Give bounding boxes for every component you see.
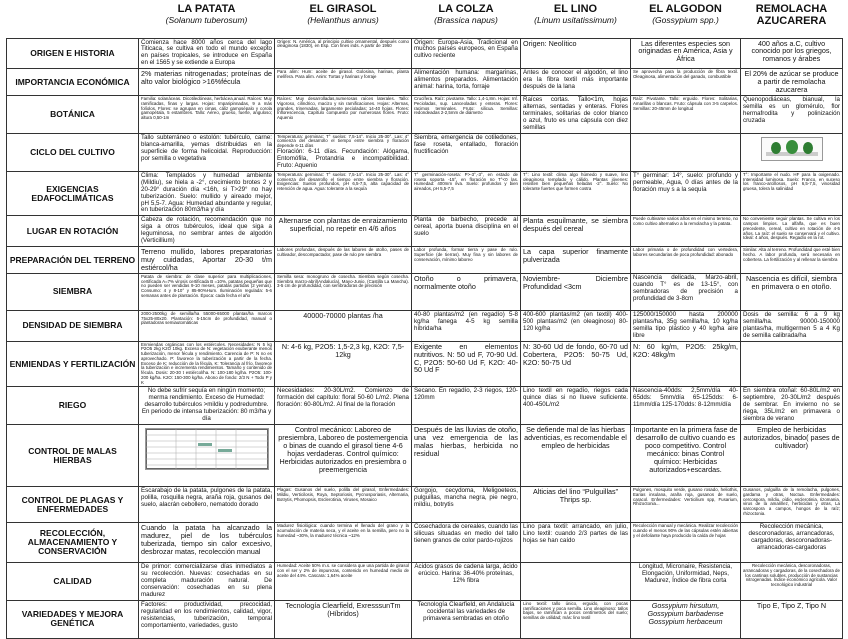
cell-riego-lino: Lino textil en regadío, riegos cada quince días si no llueve suficiente. 400-450L/m2: [521, 387, 631, 425]
row-label-malas-hierbas: CONTROL DE MALAS HIERBAS: [7, 425, 139, 487]
column-header-lino: EL LINO (Linum usitatissimum): [534, 4, 617, 25]
cell-importancia-algodon: Se aprovecha para la producción de fibra textil. Oleaginosa, alimentación del ganado, combustible: [631, 69, 741, 96]
cell-malas-remolacha: Empleo de herbicidas autorizados, binado( pases de cultivador): [741, 425, 843, 487]
cell-variedades-remolacha: Tipo E, Tipo Z, Tipo N: [741, 600, 843, 638]
cell-ciclo-colza: Siembra, emergencia de cotiledones, fase roseta, entallado, floración fructificación: [412, 133, 521, 171]
cell-siembra-remolacha: Nascencia es difícil, siembra en primavera o en otoño.: [741, 273, 843, 310]
cell-importancia-patata: 2% materias nitrogenadas; proteínas de alto valor biológico >16%fécula: [139, 69, 275, 96]
table-row: [7, 273, 843, 310]
column-header-colza: LA COLZA (Brassica napus): [434, 4, 498, 25]
column-header-girasol: EL GIRASOL (Helianthus annus): [307, 4, 379, 25]
cell-recoleccion-girasol: Madurez fisiológica: cuando termina el llenado del grano y la acumulación de materia seca, y el aceite en la semilla, pero no la humedad ~30%, la madurez técnica ~12%: [275, 523, 412, 563]
cell-plagas-colza: Gorgojo, cecydoma, Meligoeteos, pulguillas, mancha negra, pie negro, mildiu, botrytis: [412, 487, 521, 523]
cell-riego-colza: Secano. En regadío, 2-3 riegos, 120-120mm: [412, 387, 521, 425]
cell-origen-girasol: Origen: N. América, al principio cultivo ornamental, después como oleaginosa (1830), en Esp. Con fines inds. A partir de 1960: [275, 38, 412, 69]
row-label-importancia: IMPORTANCIA ECONÓMICA: [7, 69, 139, 96]
cell-recoleccion-remolacha: Recolección mecánica, descoronadoras, arrancadoras, cargadoras, descoronadoras-arrancadoras-cargadoras: [741, 523, 843, 563]
cell-siembra-algodon: Nascencia delicada, Marzo-abril, cuando T° es de 13-15°, con sembradoras de precisión a profundidad de 3-8cm: [631, 273, 741, 310]
cell-importancia-colza: Alimentación humana: margarinas, alimentos preparados. Alimentación animal: harina, torta, forraje: [412, 69, 521, 96]
cell-ciclo-algodon: [631, 133, 741, 171]
calendar-table: [145, 428, 269, 470]
cell-recoleccion-lino: Lino para textil: arrancado, en julio, Lino textil: cuando 2/3 partes de las hojas se han caído: [521, 523, 631, 563]
cell-plagas-patata: Escarabajo de la patata, pulgones de la patata, polilla, rosquilla negra, araña roja, gusanos del suelo, alacrán cebollero, nematodo dorado: [139, 487, 275, 523]
cell-preparacion-patata: Terreno mullido, labores preparatorias muy cuidadas, Aportar 20-30 t/m estiércol/ha: [139, 247, 275, 274]
cell-preparacion-remolacha: Similar. Alta al terreno. Profundidad que esté bien hecho. A labor profunda, será necesaria en cobertera. La fertilización y al rellenar la siembra: [741, 247, 843, 274]
column-header-remolacha: REMOLACHA AZUCARERA: [755, 4, 828, 27]
table-row: [7, 387, 843, 425]
cell-malas-colza: Después de las lluvias de otoño, una vez emergencia de las malas hierbas, herbicida no residual: [412, 425, 521, 487]
cell-botanica-algodon: Raíz: Pivotante. Tallo: erguido. Flores: Solitarias, Amarillas o blancas. Fruto: cápsula con 3-5 carpelos. Semillas: 20-45mm de longitud: [631, 96, 741, 134]
cell-enmiendas-lino: N: 30-60 Ud de fondo, 60-70 ud Cobertera, P2O5: 50-75 Ud, K2O: 50-75 Ud: [521, 341, 631, 387]
cell-exigencias-girasol: Temperatura: germinac: T° suelos: 7,5-14°. Inicio 25-30°. Las: 4° comienza del desarrollo el tiempo entre siembra y floración. Exigencias: Suelos profundos, pH 6,5-7,5, alta capacidad de retención de agua. Agua: tolerante a la sequía: [275, 171, 412, 216]
table-row: [7, 563, 843, 601]
cell-ciclo-remolacha: [741, 133, 843, 171]
row-label-botanica: BOTÁNICA: [7, 96, 139, 134]
cell-preparacion-algodon: Labor primaria o de profundidad con vertedera, labores secundarias de poca profundidad: abonado: [631, 247, 741, 274]
row-label-densidad: DENSIDAD DE SIEMBRA: [7, 310, 139, 341]
column-header-patata: LA PATATA (Solanum tuberosum): [165, 4, 248, 25]
cell-enmiendas-patata: Enmiendas orgánicas con los estiércoles. Necesidades: N 5 kg P2O5 2kg K2O 10kg. Exceso de N: vegetación exuberante menos tuberización, menor fécula y rendimiento. Carencia de P: N no es aprovechado. P: favorece la tuberización a partir de la fecha. Exceso de K: reducción de la fécula. K: Tolerancia al frío, favorece la tuberización e incrementa rendimientos. Tamaño y contenido de fécula. Dosis: 20-30 t estiércol/ha. N: 100-180 kg/ha. P2O5: 100-200 kg/ha. K2O: 150-300 kg/ha. Abono de fondo: 2/3 N + Todo P y K: [139, 341, 275, 387]
cell-densidad-colza: 40-80 plantas/m2 (en regadío) 5-8 kg/ha fanega 4-5 kg semilla híbrida/ha: [412, 310, 521, 341]
table-row: [7, 425, 843, 487]
table-row: [7, 133, 843, 171]
cell-exigencias-remolacha: T°: Importante el nudo. HF para la oxigenado. Intensidad luminosa. Suelo: Franco, en suceso los franco-arcillosos, pH 6,5-7,5, vinosidad gruesa, tolera la salinidad: [741, 171, 843, 216]
row-label-origen: ORIGEN E HISTORIA: [7, 38, 139, 69]
cell-importancia-girasol: Para alim: Hum: aceite de girasol. Golosina, harinas, planta melífera. Para alim. Anim: Tortas y harinas y forraje: [275, 69, 412, 96]
cell-exigencias-patata: Clima: Templados y humedad ambiente (Mildiu), se hiela a -2°, crecimiento brotes 2 y 20-29° duración día <16h, si T>29° no hay tuberización. Suelo: mullido y aireado mejor, pH 5,5-7. Agua: Humedad abundante y regular, en tuberización 80m3/ha y día: [139, 171, 275, 216]
cell-botanica-lino: Raíces cortas. Tallo<1m, hojas alternas, sentadas y enteras. Flores terminales, solitarias de color blanco o azul, fruto es una cápsula con diez semillas: [521, 96, 631, 134]
cell-densidad-girasol: 40000-70000 plantas /ha: [275, 310, 412, 341]
cell-lugar-algodon: Puede cultivarse varios años en el mismo terreno, no como cultivo alternativo a la remolacha y la patata.: [631, 216, 741, 247]
cell-calidad-colza: Ácidos grasos de cadena larga, ácido erúcico. Harina: 36-40% proteínas, 12% fibra: [412, 563, 521, 601]
column-header-algodon: EL ALGODÓN (Gossypium spp.): [649, 4, 722, 25]
cell-enmiendas-algodon: N: 60 kg/m, P2O5: 25kg/m, K2O: 48kg/m: [631, 341, 741, 387]
row-label-variedades: VARIEDADES Y MEJORA GENÉTICA: [7, 600, 139, 638]
cell-importancia-lino: Antes de conocer el algodón, el lino era la fibra textil más importante después de la lana: [521, 69, 631, 96]
cell-densidad-remolacha: Dosis de semilla: 6 a 9 kg semilla/ha. 90000-150000 plantas/ha, multigermen 5 a 4 Kg de semilla calibrada/ha: [741, 310, 843, 341]
cell-calidad-patata: De primor: comercializarse días inmediatos a su recolección. Nuevas: cosechadas en su completa maduración natural. De conservación: cosechadas en su plena madurez: [139, 563, 275, 601]
table-row: [7, 38, 843, 69]
cell-lugar-girasol: Alternarse con plantas de enraizamiento superficial, no repetir en 4/6 años: [275, 216, 412, 247]
row-label-calidad: CALIDAD: [7, 563, 139, 601]
cell-variedades-patata: Factores: productividad, precocidad, regularidad en los rendimientos, calidad, vigor, resistencias, tuberización, temporal comportamiento, variedades, gusto: [139, 600, 275, 638]
cell-recoleccion-colza: Cosechadora de cereales, cuando las silicuas situadas en medio del tallo tienen granos de color pardo-rojizos: [412, 523, 521, 563]
cell-enmiendas-colza: Exigente en elementos nutritivos. N: 50 ud F, 70-90 Ud. C, P2O5: 50-60 Ud F, K2O: 40-50 Ud F: [412, 341, 521, 387]
row-label-riego: RIEGO: [7, 387, 139, 425]
cell-lugar-remolacha: No conveniente seguir plantas. Se cultiva en los campos limpios. La alfalfa, que es buen precedente, cereal, cultivo en rotación de 4-5 años. La raíz: el suelo se conservará y el cultivo. Ideal: 4 años, después. Regadío en la rot.: [741, 216, 843, 247]
row-label-plagas: CONTROL DE PLAGAS Y ENFERMEDADES: [7, 487, 139, 523]
table-row: [7, 341, 843, 387]
cell-importancia-remolacha: El 20% de azúcar se produce a partir de remolacha azucarera: [741, 69, 843, 96]
cell-riego-patata: No debe sufrir sequía en ningún momento; merma rendimiento. Exceso de Humedad: desarrollo tubérculos >mildiu y podredumbre. En periodo de intensa tuberización: 80 m3/ha y día: [139, 387, 275, 425]
cell-lugar-patata: Cabeza de rotación, recomendación que no siga a otros tubérculos, ideal que siga a leguminosa, no sembrar antes de algodón (Verticillium): [139, 216, 275, 247]
cell-malas-patata: [139, 425, 275, 487]
row-label-recoleccion: RECOLECCIÓN, ALMACENAMIENTO Y CONSERVACIÓN: [7, 523, 139, 563]
cell-exigencias-algodon: T° germinar: 14°, suelo: profundo y permeable, Agua, 0 días antes de la floración muy s a la sequía: [631, 171, 741, 216]
cell-origen-remolacha: 400 años a.C, cultivo conocido por los griegos, romanos y árabes: [741, 38, 843, 69]
cell-ciclo-girasol: [275, 133, 412, 171]
row-label-siembra: SIEMBRA: [7, 273, 139, 310]
row-label-preparacion: PREPARACIÓN DEL TERRENO: [7, 247, 139, 274]
cell-variedades-lino: Lino textil: tallo único, erguido, con pocas ramificaciones y poca semilla. Lino oleaginoso: tallos bajos, se ramifican a pocos centímetros del suelo; semillas de utilidad; más: lino textil: [521, 600, 631, 638]
girasol-ciclo-temp: Temperatura: germinac: T° suelos: 7,5-14°. Inicio 25-30°. Las: 4° comienza del desarrollo el tiempo entre siembra y floración depende 6-11 días: [277, 133, 409, 149]
row-label-lugar: LUGAR EN ROTACIÓN: [7, 216, 139, 247]
cell-ciclo-patata: Tallo subterráneo o estolón: tubérculo, carne: blanca-amarilla, yemas distribuidas en la superficie de forma helicoidal. Reproducción: por semilla o vegetativa: [139, 133, 275, 171]
cell-enmiendas-remolacha: [741, 341, 843, 387]
cell-densidad-algodon: 125000/150000 hasta 200000 plantas/ha, 35g semilla/ha, 10 kg/ha semilla tipo plástico y 40 kg/ha aire libre: [631, 310, 741, 341]
cell-malas-lino: Se defiende mal de las hierbas adventicias, es recomendable el empleo de herbicidas: [521, 425, 631, 487]
table-row: [7, 523, 843, 563]
cell-variedades-algodon: Gossypium hirsutum, Gossypium barbadense Gossypium herbaceum: [631, 600, 741, 638]
cell-botanica-girasol: Raíces: Muy desarrolladas,numerosas raíces laterales. Tallo: Vigoroso, cilíndrico, macizo y sin ramificaciones. Hojas: Alternas, grandes, trinervadas, largamente pecioladas; 14-40 hojas. Flores: Inflorescencia, Capítulo compuesto por numerosas flores. Fruto: Aquenio: [275, 96, 412, 134]
table-row: [7, 96, 843, 134]
cell-preparacion-lino: La capa superior finamente pulverizada: [521, 247, 631, 274]
cell-riego-algodon: Nascencia-40dds: 2,5mm/día 40-65dds: 5mm/día 65-125dds: 6-11mm/día 125-170dds: 8-12mm/día: [631, 387, 741, 425]
cell-plagas-remolacha: Gusanos, pulguilla de la remolacha, pulgones, gardama y otras, Noctua. Enfermedades: cercospora, mildiu, oídio, esclerotinia, rizomania, virus de la amarillez, herbicidas y otras, La sarcospora a campos, hongos de la raíz; rhizoctonia.: [741, 487, 843, 523]
cell-siembra-lino: Noviembre- Diciembre Profundidad <3cm: [521, 273, 631, 310]
cell-lugar-lino: Planta esquilmante, se siembra después del cereal: [521, 216, 631, 247]
cell-calidad-girasol: Humedad: Aceite 50% m.s. se considera que una partida de girasol con el ser y 2% de impurezas, contenido en humedad medio de aceite del 44%. Cascara: 1,64% aceite: [275, 563, 412, 601]
cell-malas-algodon: Importante en la primera fase de desarrollo de cultivo cuando es poco competitivo. Control mecánico: binas Control químico: Herbicidas autorizados+escardas.: [631, 425, 741, 487]
cell-riego-girasol: Necesidades: 20-30L/m2. Comienzo de formación del capítulo: floral 50-60 L/m2. Plena floración: 60-80L/m2. Al final de la floración: [275, 387, 412, 425]
cell-riego-remolacha: En siembra otoñal: 60-80L/m2 en septiembre, 20-30L/m2 después de sembrar. En invierno no se riega, 35L/m2 en primavera o siembra de verano: [741, 387, 843, 425]
cell-recoleccion-algodon: Recolección manual y mecánica. Realizar recolección cuando el menos 90% de las cápsulas estén abiertas y el defoliante haya producido la caída de hojas: [631, 523, 741, 563]
cell-origen-algodon: Las diferentes especies son originadas en América, Asia y África: [631, 38, 741, 69]
cell-origen-lino: Origen: Neolítico: [521, 38, 631, 69]
cell-malas-girasol: Control mecánico: Laboreo de presiembra, Laboreo de postemergencia o binas de cuando el girasol tiene 4-6 hojas verdaderas. Control químico: Herbicidas autorizados en presiembra o preemergencia: [275, 425, 412, 487]
cell-variedades-girasol: Tecnología Clearfield, ExresssunTm (Híbridos): [275, 600, 412, 638]
beet-icon: [761, 137, 823, 161]
cell-variedades-colza: Tecnología Clearfield, en Andalucía cocidental las variedades de primavera sembradas en otoño: [412, 600, 521, 638]
cell-exigencias-colza: T° germinación-roseta: P>-3°,-3°, en estado de roseta soporta -15°, en floración no T°<0 las. Humedad: 400mm /iva. Suelo: profundos y bien aireados, pH 5,5-7,5: [412, 171, 521, 216]
row-label-ciclo: CICLO DEL CULTIVO: [7, 133, 139, 171]
crop-comparison-table: [6, 4, 843, 639]
cell-ciclo-lino: [521, 133, 631, 171]
table-row: [7, 600, 843, 638]
cell-calidad-lino: [521, 563, 631, 601]
row-label-enmiendas: ENMIENDAS Y FERTILIZACIÓN: [7, 341, 139, 387]
table-row: [7, 69, 843, 96]
cell-origen-patata: Comienza hace 8000 años cerca del lago Titicaca, se cultiva en todo el mundo excepto en países tropicales, se introduce en España en el 1565 y se extiende a Europa: [139, 38, 275, 69]
cell-preparacion-girasol: Labores profundas, después de las labores de otoño, pases de cultivador, descompactador, pase de rulo pre siembra: [275, 247, 412, 274]
cell-preparacion-colza: Labor profunda, formar tierra y pase de rulo. Superficie (de tierras). Muy fina y sin labores de conservación, mínimo laboreo: [412, 247, 521, 274]
cell-lugar-colza: Planta de barbecho, precede al cereal, aporta buena disciplina en el suelo: [412, 216, 521, 247]
table-row: [7, 216, 843, 247]
table-row: [7, 487, 843, 523]
cell-siembra-patata: Patata de siembra: de clase superior para multiplicaciones, certificada A=7% virosis certificada B =10%, patatas pequeñas que no pueden ser vendidas 9-10 meses, patatas partidas (2 yemas). Consumo: 4 y 8-10° y 85-90%Hum. Iluminación regulada: 5-6 semanas antes de plantación. Época: cada fecha el año: [139, 273, 275, 310]
cell-plagas-lino: Alticias del lino “Pulguillas” Thrips sp.: [521, 487, 631, 523]
girasol-ciclo-floracion: Floración: 6-11 días. Fecundación: Alógama, Entomófila, Protandria e incompatibilidad. Fruto: Aquenio: [277, 147, 409, 169]
cell-botanica-patata: Familia: solanáceas. Dicotiledóneas, herbácea,anual. Raíces: Muy ramificadas, finas y largas. Hojas: Imparipinnadas, 9 a más folíolos. Flores: se agrupan en cimas, cáliz gamosépalo y corola gamopétala, 5 estambres. Tallo: Aéreo, grueso, fuerte, anguloso; altura 0,50-1m: [139, 96, 275, 134]
cell-siembra-girasol: Semilla sesa: monogruno de cosecha. Siembra según cosecha. Siembra marzo-abril(Andalucía), Mayo-Junio, (Castilla La Mancha). 3-5 cm de profundidad, con sembradoras de precisión: [275, 273, 412, 310]
cell-origen-colza: Origen: Europa-Asia, Tradicional en muchos países europeos, en España cultivo reciente: [412, 38, 521, 69]
cell-botanica-remolacha: Quenopodiáceas, bianual, la semilla es un glomérulo, flor hermafrodita y polinización cruzada: [741, 96, 843, 134]
corner-cell: [7, 4, 139, 38]
cell-calidad-remolacha: Recolección mecánica, descoronadoras, arrancadoras y cargadoras, de la cosechadora de los cantinas solubles, producción de sustancias nitrogenadas. Índice económico agrícola. Valor tecnológico industrial: [741, 563, 843, 601]
cell-enmiendas-girasol: N: 4-6 kg, P2O5: 1,5-2,3 kg, K2O: 7,5-12kg: [275, 341, 412, 387]
table-row: [7, 247, 843, 274]
cell-siembra-colza: Otoño o primavera, normalmente otoño: [412, 273, 521, 310]
cell-botanica-colza: Crucífera. Raíz: pivotante. Tallo: 1,4-1,8m. Hojas: Inf. Pecioladas, sup. Lanceoladas y enteras. Flores: racimos terminales. Fruto: silicua. Semillas: redondeadas 2-2,5mm de diámetro: [412, 96, 521, 134]
row-label-exigencias: EXIGENCIAS EDAFOCLIMÁTICAS: [7, 171, 139, 216]
cell-densidad-patata: 2000-2500kg de semilla/ha 55000-65000 plantas/ha marcos 75x25-80x20. Plantación: 5-15cm de profundidad, manual o plantadoras semiautomáticas: [139, 310, 275, 341]
cell-plagas-girasol: Plagas: Gusanos del suelo, polilla del girasol, Enfermedades: Mildiu, Verticilosis, Roya, Septoriosis, Pycnosporiasis, Alternaria, Botrytis, Phomopsis, Esclerotinia, Viruses, Mosaico: [275, 487, 412, 523]
cell-recoleccion-patata: Cuando la patata ha alcanzado la madurez, piel de los tubérculos tuberizada, tiempo sin calor excesivo, desbrozar matas, recolección manual: [139, 523, 275, 563]
cell-calidad-algodon: Longitud, Micronaire, Resistencia, Elongación, Uniformidad, Neps, Madurez, Índice de fibra corta: [631, 563, 741, 601]
table-row: [7, 171, 843, 216]
cell-plagas-algodon: Pulgones, mosquito verde, gusano rosado, heliothis, Earias insulana, araña roja, gusanos de suelo, caracol. Enfermedades: Verticilium spp, Fusarium, Rhizoctonia...: [631, 487, 741, 523]
cell-densidad-lino: 400-600 plantas/m2 (en textil) 400-500 plantas/m2 (en oleaginoso) 80-120 kg/ha: [521, 310, 631, 341]
cell-exigencias-lino: T°: Lino textil: clima algo húmedo y suave, lino oleaginoso templado y cálido. Plantas jóvenes: resisten bien pequeñas heladas -2°. Suelo: No tolerante fuertes que formen costra: [521, 171, 631, 216]
table-row: [7, 310, 843, 341]
